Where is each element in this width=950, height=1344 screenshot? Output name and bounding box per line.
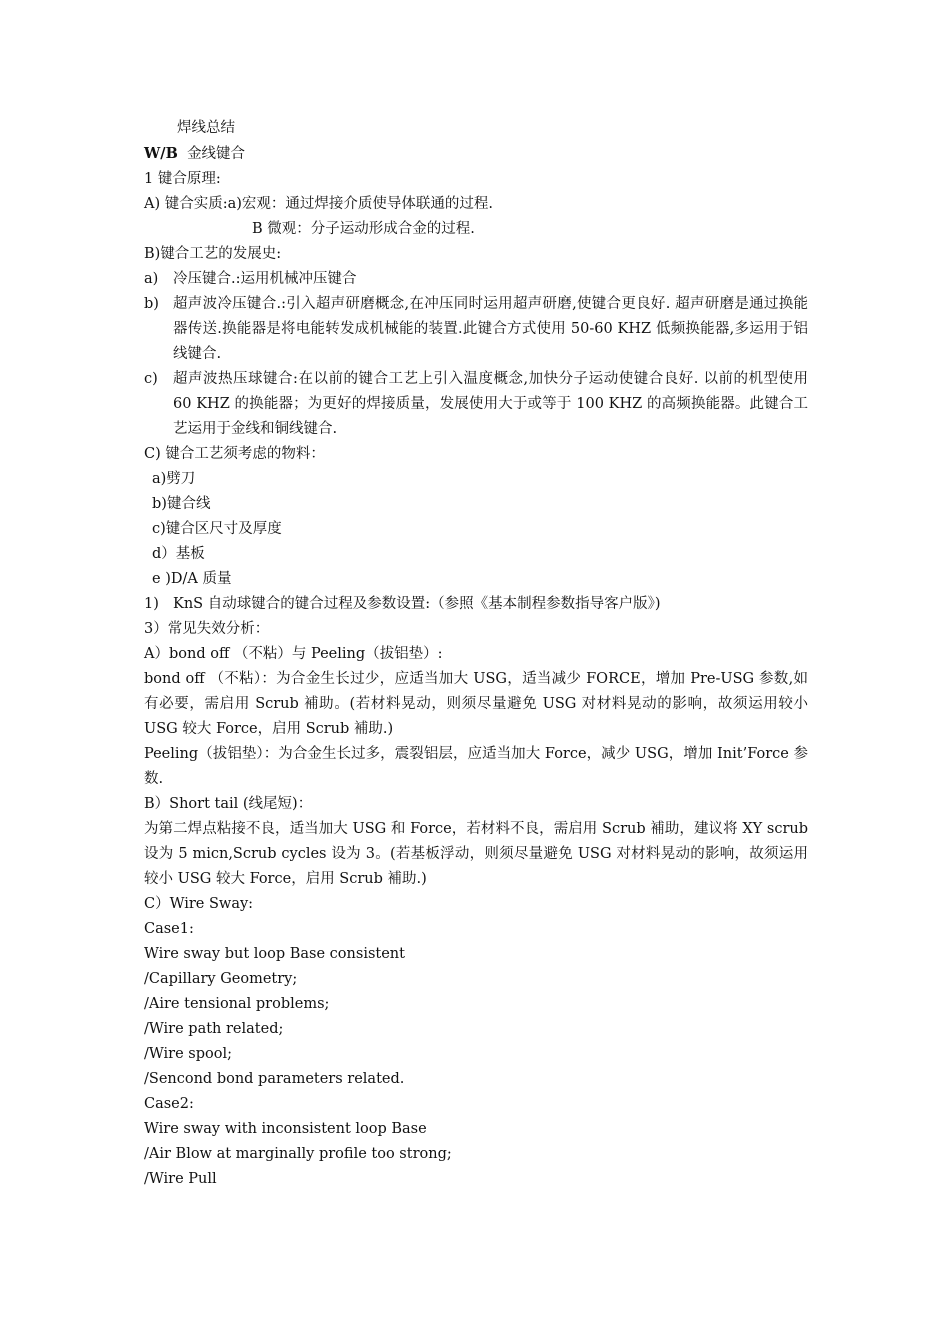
case2-line: /Air Blow at marginally profile too strong; [144,1146,452,1162]
peeling-paragraph: Peeling（拔铝垫）：为合金生长过多，震裂铝层，应适当加大 Force，减少 USG，增加 Init’Force 参数. [144,746,808,787]
bond-off-heading: A）bond off （不粘）与 Peeling（拔铝垫）: [144,646,443,662]
document-page [144,116,808,1192]
section-heading [144,141,808,167]
short-tail-paragraph: 为第二焊点粘接不良，适当加大 USG 和 Force，若材料不良，需启用 Scrub 補助，建议将 XY scrub 设为 5 micn,Scrub cycles 设为 3。(若基板浮动，则须尽量避免 USG 对材料晃动的影响，故须运用较小 USG 较大 Force，启用 Scrub 補助.) [144,821,808,887]
kns-marker: 1) [144,596,159,612]
kns-item [144,592,808,617]
case1-line: /Wire spool; [144,1046,232,1062]
history-item [144,367,808,442]
material-item: c)键合区尺寸及厚度 [152,521,282,537]
history-marker: b) [144,296,159,312]
bond-off-paragraph: bond off （不粘）：为合金生长过少，应适当加大 USG，适当减少 FORCE，增加 Pre-USG 参数,如有必要，需启用 Scrub 補助。(若材料晃动，则须尽量避免 USG 对材料晃动的影响，故须运用较小 USG 较大 Force，启用 Scrub 補助.) [144,671,808,737]
doc-title: 焊线总结 [177,120,235,136]
failure-analysis-heading: 3）常见失效分析： [144,621,270,637]
case2-line: /Wire Pull [144,1171,217,1187]
case2-line: Case2: [144,1096,194,1112]
history-marker: c) [144,371,158,387]
history-text: 超声波热压球键合:在以前的键合工艺上引入温度概念,加快分子运动使键合良好. 以前的机型使用 60 KHZ 的换能器；为更好的焊接质量，发展使用大于或等于 100 KHZ 的高频换能器。此键合工艺运用于金线和铜线键合. [173,371,808,437]
case1-line: /Capillary Geometry; [144,971,298,987]
section-1-heading: 1 键合原理: [144,171,221,187]
materials-heading: C) 键合工艺须考虑的物料： [144,446,325,462]
history-heading: B)键合工艺的发展史: [144,246,282,262]
heading-text: 金线键合 [187,146,246,162]
case1-line: /Wire path related; [144,1021,284,1037]
short-tail-heading: B）Short tail (线尾短)： [144,796,313,812]
history-marker: a) [144,271,159,287]
case2-line: Wire sway with inconsistent loop Base [144,1121,427,1137]
material-item: d）基板 [152,546,205,562]
history-item [144,292,808,367]
material-item: e )D/A 质量 [152,571,232,587]
heading-abbrev: W/B [144,145,178,162]
case1-line: /Aire tensional problems; [144,996,330,1012]
case1-line: /Sencond bond parameters related. [144,1071,405,1087]
kns-text: KnS 自动球键合的键合过程及参数设置:（参照《基本制程参数指导客户版》) [173,596,661,612]
case1-line: Wire sway but loop Base consistent [144,946,405,962]
material-item: b)键合线 [152,496,211,512]
material-item: a)劈刀 [152,471,196,487]
history-item [144,267,808,292]
micro-principle: B 微观：分子运动形成合金的过程. [252,221,475,237]
history-text: 冷压键合.:运用机械冲压键合 [173,271,357,287]
case1-line: Case1: [144,921,194,937]
wire-sway-heading: C）Wire Sway: [144,896,254,912]
history-text: 超声波冷压键合.:引入超声研磨概念,在冲压同时运用超声研磨,使键合更良好. 超声研磨是通过换能器传送.换能器是将电能转发成机械能的装置.此键合方式使用 50-60 KHZ 低频换能器,多运用于铝线键合. [173,296,808,362]
macro-principle: A) 键合实质:a)宏观：通过焊接介质使导体联通的过程. [144,196,494,212]
